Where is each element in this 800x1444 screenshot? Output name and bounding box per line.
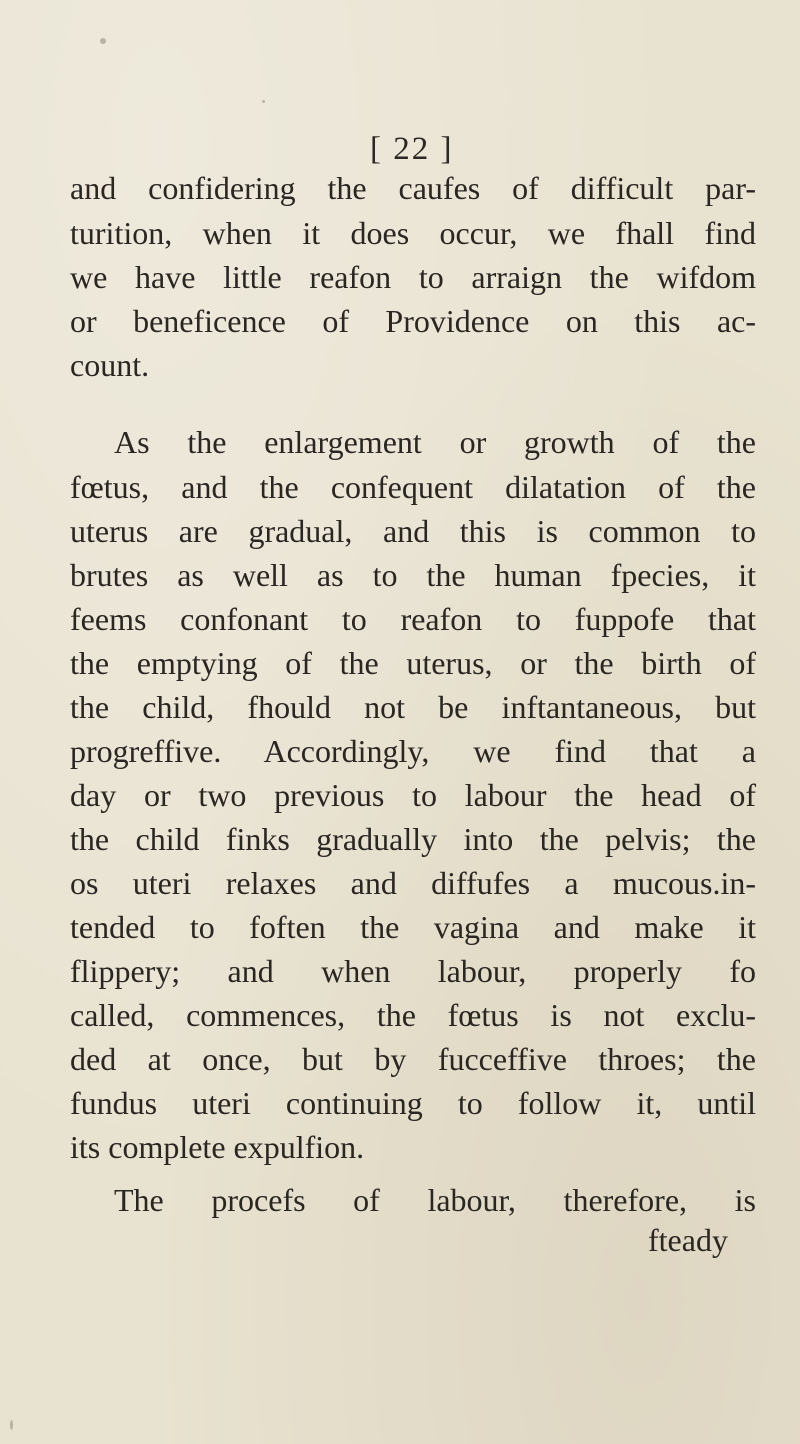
paper-speck bbox=[262, 100, 265, 103]
page-number: [ 22 ] bbox=[370, 131, 454, 167]
text-line: fœtus, and the confequent dilatation of the bbox=[70, 469, 756, 505]
text-line: called, commences, the fœtus is not exclu- bbox=[70, 997, 756, 1033]
text-line: uterus are gradual, and this is common to bbox=[70, 513, 756, 549]
text-line: os uteri relaxes and diffufes a mucous.in- bbox=[70, 865, 756, 901]
text-line: feems confonant to reafon to fuppofe that bbox=[70, 601, 756, 637]
text-line: its complete expulfion. bbox=[70, 1129, 365, 1165]
text-line: the child, fhould not be inftantaneous, but bbox=[70, 689, 756, 725]
text-line: we have little reafon to arraign the wifdom bbox=[70, 259, 756, 295]
text-line: day or two previous to labour the head of bbox=[70, 777, 756, 813]
text-line: ded at once, but by fucceffive throes; the bbox=[70, 1041, 756, 1077]
text-line: progreffive. Accordingly, we find that a bbox=[70, 733, 756, 769]
text-line: or beneficence of Providence on this ac- bbox=[70, 303, 756, 339]
text-line: As the enlargement or growth of the bbox=[114, 424, 756, 460]
text-line: the child finks gradually into the pelvis; the bbox=[70, 821, 756, 857]
text-line: count. bbox=[70, 347, 150, 383]
text-line: tended to foften the vagina and make it bbox=[70, 909, 756, 945]
text-line: The procefs of labour, therefore, is bbox=[114, 1182, 756, 1218]
text-line: fundus uteri continuing to follow it, until bbox=[70, 1085, 756, 1121]
text-line: and confidering the caufes of difficult par- bbox=[70, 170, 756, 206]
text-line: flippery; and when labour, properly fo bbox=[70, 953, 756, 989]
text-line: turition, when it does occur, we fhall find bbox=[70, 215, 756, 251]
catchword: fteady bbox=[648, 1222, 728, 1258]
paper-speck bbox=[100, 38, 106, 44]
text-line: the emptying of the uterus, or the birth of bbox=[70, 645, 756, 681]
paper-speck bbox=[10, 1420, 13, 1430]
text-line: brutes as well as to the human fpecies, it bbox=[70, 557, 756, 593]
